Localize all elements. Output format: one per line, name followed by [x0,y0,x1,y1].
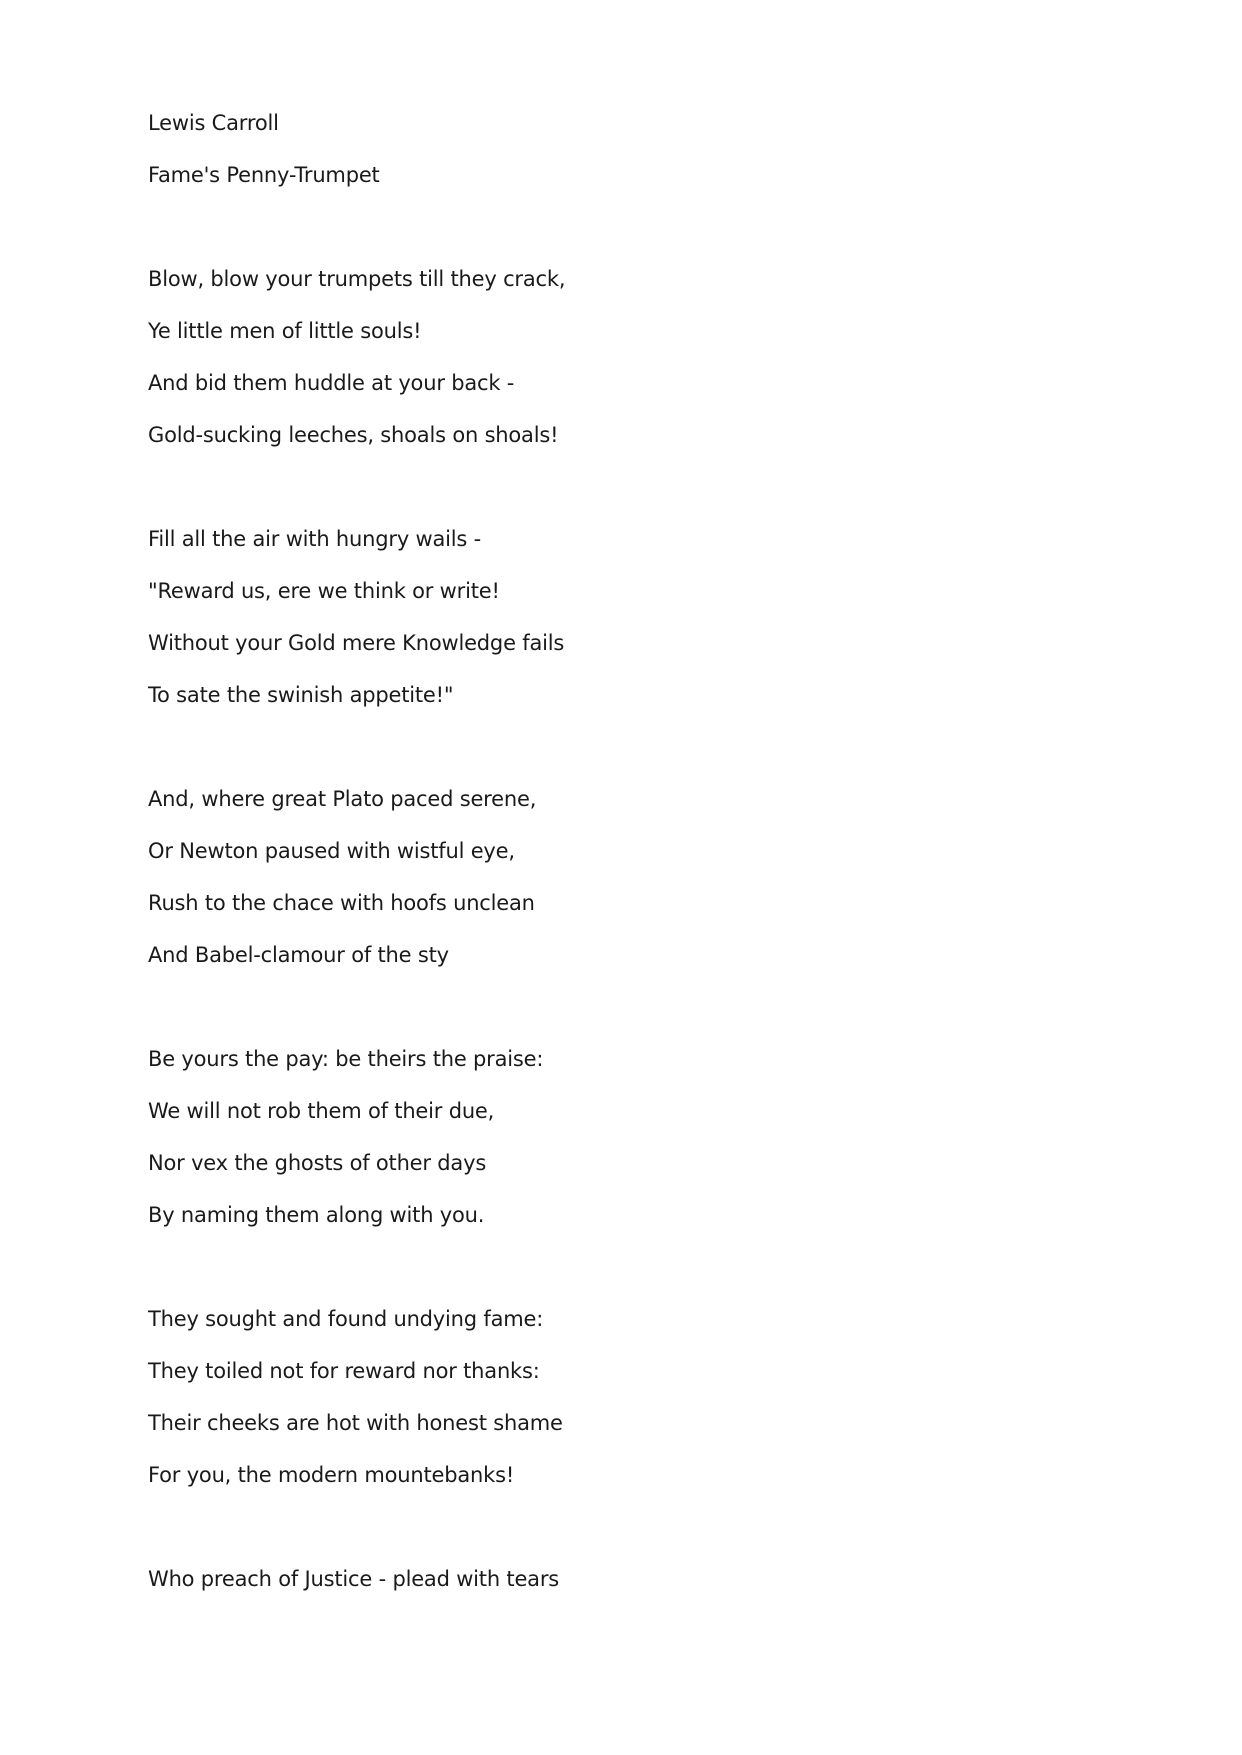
poem-line: Or Newton paused with wistful eye, [148,839,515,863]
stanza-gap [148,212,1048,264]
poem-line: Rush to the chace with hoofs unclean [148,891,535,915]
poem-line: "Reward us, ere we think or write! [148,579,500,603]
stanza-gap [148,732,1048,784]
stanza-4 [148,1044,1048,1252]
poem-line: And Babel-clamour of the sty [148,943,449,967]
stanza-3 [148,784,1048,992]
poem-line: Nor vex the ghosts of other days [148,1151,487,1175]
poem-title: Fame's Penny-Trumpet [148,163,380,187]
poem-line: Ye little men of little souls! [148,319,422,343]
poem-line: Without your Gold mere Knowledge fails [148,631,565,655]
stanza-gap [148,992,1048,1044]
poem-line: Their cheeks are hot with honest shame [148,1411,563,1435]
stanza-5 [148,1304,1048,1512]
poem-line: By naming them along with you. [148,1203,485,1227]
poem-line: They sought and found undying fame: [148,1307,544,1331]
stanza-1 [148,264,1048,472]
poem-line: Who preach of Justice - plead with tears [148,1567,560,1591]
poem-line: They toiled not for reward nor thanks: [148,1359,540,1383]
stanza-gap [148,1252,1048,1304]
poem-line: To sate the swinish appetite!" [148,683,454,707]
stanza-6 [148,1564,1048,1616]
poem-line: Gold-sucking leeches, shoals on shoals! [148,423,559,447]
poem-line: Fill all the air with hungry wails - [148,527,482,551]
stanza-gap [148,472,1048,524]
poem-line: And bid them huddle at your back - [148,371,515,395]
stanza-gap [148,1512,1048,1564]
author-name: Lewis Carroll [148,111,279,135]
stanza-2 [148,524,1048,732]
poem-line: For you, the modern mountebanks! [148,1463,515,1487]
poem-line: Blow, blow your trumpets till they crack, [148,267,566,291]
poem-body [148,108,1048,1616]
poem-line: And, where great Plato paced serene, [148,787,537,811]
poem-line: We will not rob them of their due, [148,1099,495,1123]
poem-line: Be yours the pay: be theirs the praise: [148,1047,544,1071]
